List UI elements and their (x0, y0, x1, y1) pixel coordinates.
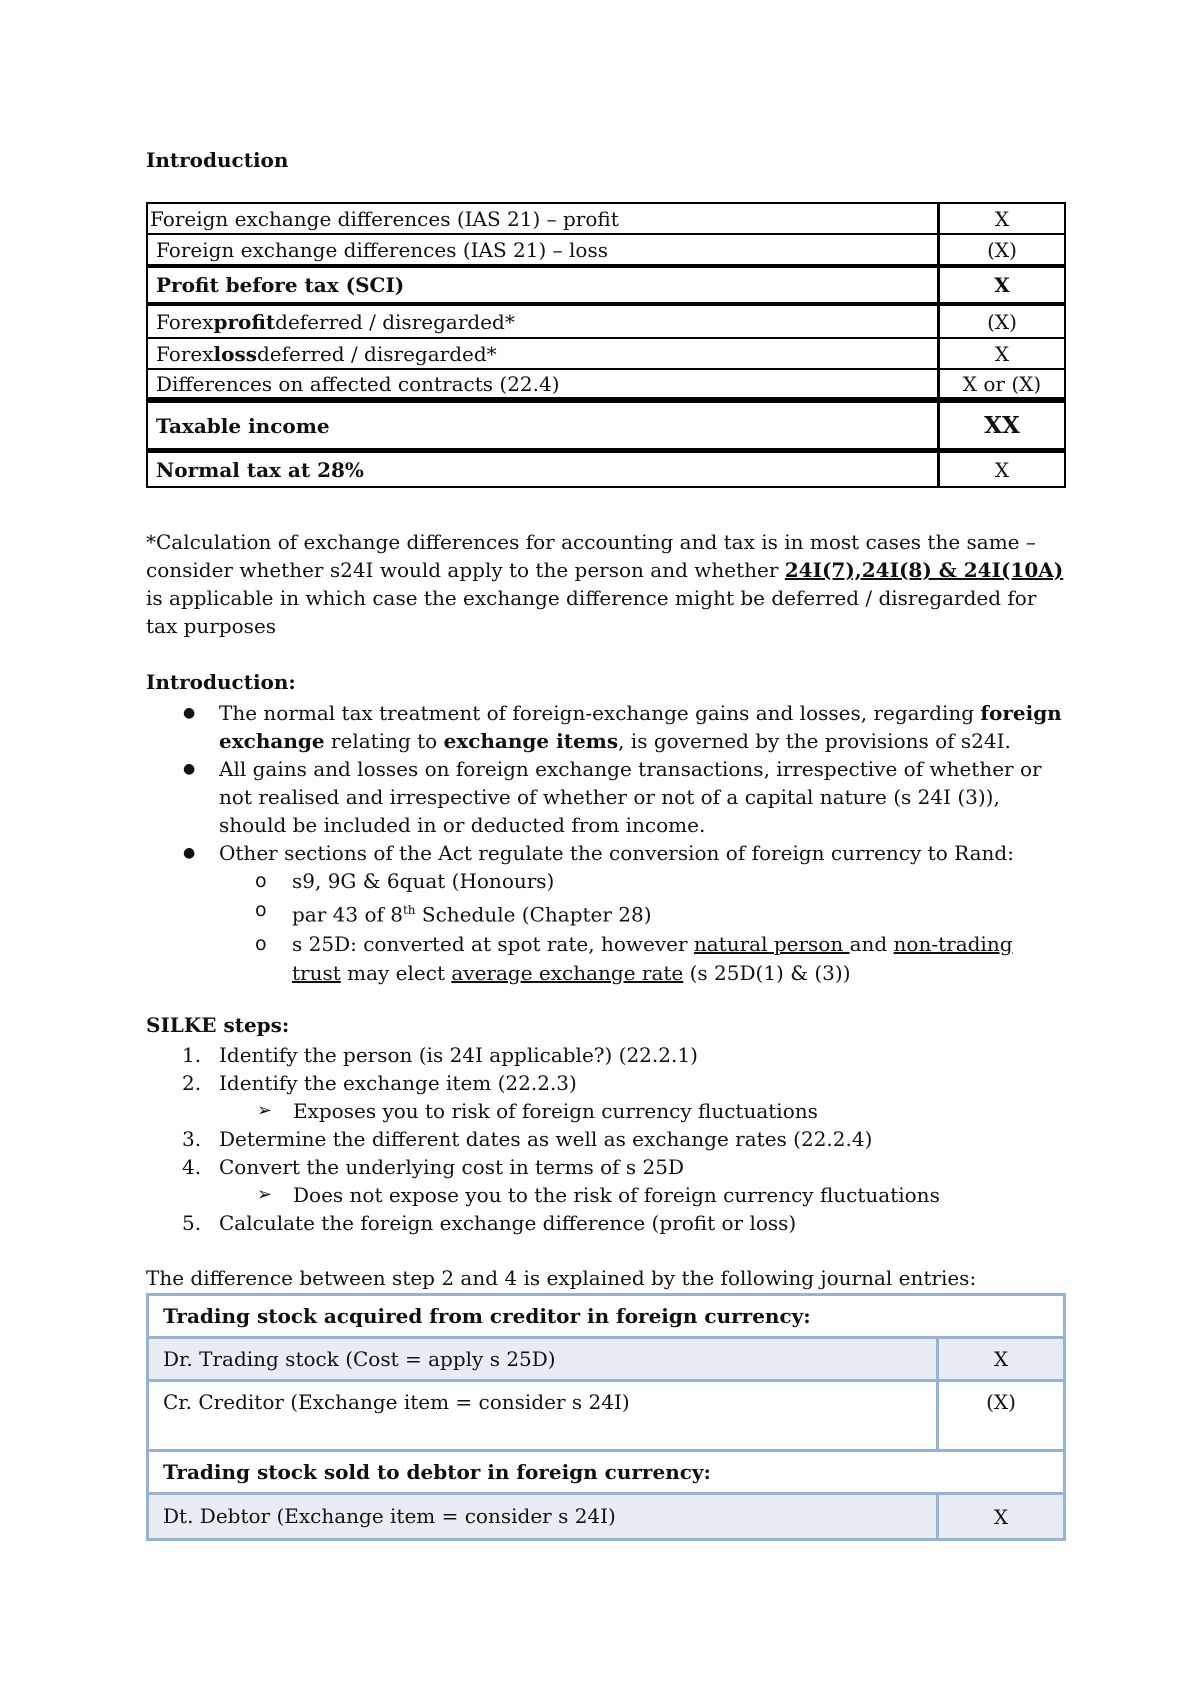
row-label: Differences on affected contracts (22.4) (148, 370, 940, 397)
journal-intro: The difference between step 2 and 4 is explained by the following journal entries: (146, 1266, 977, 1290)
list-item: 5. Calculate the foreign exchange difference (profit or loss) (182, 1211, 797, 1235)
sub-list-item: o s 25D: converted at spot rate, however natural person and non-trading trust may elect average exchange rate (s 25D(1) & (3)) (219, 930, 1066, 988)
introduction-bullets (146, 699, 1066, 988)
section-heading: Trading stock acquired from creditor in foreign currency: (163, 1304, 811, 1328)
row-label: Normal tax at 28% (148, 453, 940, 486)
table-row (148, 268, 1064, 306)
table-row (149, 1495, 1063, 1538)
row-value: (X) (986, 1390, 1016, 1414)
row-value: X or (X) (962, 371, 1042, 396)
table-row (149, 1339, 1063, 1382)
row-label: Foreign exchange differences (IAS 21) – profit (148, 204, 940, 233)
heading-introduction-2: Introduction: (146, 670, 296, 694)
row-label: Profit before tax (SCI) (148, 268, 940, 302)
heading-silke-steps: SILKE steps: (146, 1013, 290, 1037)
tax-computation-table (146, 202, 1066, 488)
row-value: X (994, 341, 1010, 366)
table-header-row (149, 1452, 1063, 1495)
heading-introduction: Introduction (146, 148, 289, 172)
row-value: (X) (987, 237, 1017, 262)
sub-list-item: o s9, 9G & 6quat (Honours) (219, 867, 1066, 896)
row-value: X (994, 206, 1010, 231)
calculation-note: *Calculation of exchange differences for accounting and tax is in most cases the same – consider whether s24I would apply to the person and whether 24I(7),24I(8) & 24I(10A) is applicable in which case the exchange difference might be deferred / disregarded for tax purposes (146, 530, 1064, 638)
row-label: Dr. Trading stock (Cost = apply s 25D) (149, 1338, 939, 1381)
row-label: Foreign exchange differences (IAS 21) – loss (148, 235, 940, 264)
list-item: 1. Identify the person (is 24I applicable?) (22.2.1) (182, 1043, 698, 1067)
arrow-bullet-icon: ➢ (257, 1100, 273, 1121)
row-value: X (993, 1347, 1009, 1371)
row-value: XX (984, 412, 1020, 439)
table-row (148, 204, 1064, 235)
list-item: ● The normal tax treatment of foreign-exchange gains and losses, regarding foreign exchange relating to exchange items, is governed by the provisions of s24I. (146, 699, 1066, 755)
table-header-row (149, 1296, 1063, 1339)
table-row (148, 453, 1064, 486)
arrow-bullet-icon: ➢ (257, 1184, 273, 1205)
row-label: Forex loss deferred / disregarded* (148, 339, 940, 368)
row-value: X (994, 273, 1010, 297)
table-row (148, 306, 1064, 339)
table-row (148, 403, 1064, 453)
row-label: Taxable income (148, 403, 940, 448)
list-item: ● All gains and losses on foreign exchange transactions, irrespective of whether or not realised and irrespective of whether or not of a capital nature (s 24I (3)), should be included in or deducted from income. (146, 755, 1066, 839)
row-label: Cr. Creditor (Exchange item = consider s 24I) (149, 1382, 939, 1452)
table-row (148, 235, 1064, 268)
table-row (148, 339, 1064, 370)
row-value: X (993, 1504, 1009, 1529)
table-row (148, 370, 1064, 403)
table-row (149, 1382, 1063, 1452)
section-heading: Trading stock sold to debtor in foreign currency: (163, 1460, 711, 1484)
row-value: (X) (987, 309, 1017, 334)
sub-list-item: o par 43 of 8th Schedule (Chapter 28) (219, 896, 1066, 930)
list-item: ● Other sections of the Act regulate the conversion of foreign currency to Rand: o s9, 9G & 6quat (Honours) o par 43 of 8th Schedule (Chapter 28) o s 25D: converted at spot rate, however natural person and non-trading trust may elect average exchange rate (s 25D(1) & (3)) (146, 839, 1066, 988)
row-label: Dt. Debtor (Exchange item = consider s 24I) (149, 1495, 939, 1538)
list-item: 3. Determine the different dates as well as exchange rates (22.2.4) (182, 1127, 873, 1151)
arrow-sub-item: ➢ Does not expose you to the risk of foreign currency fluctuations (257, 1183, 940, 1207)
journal-entries-table (146, 1293, 1066, 1541)
list-item: 2. Identify the exchange item (22.2.3) (182, 1071, 577, 1095)
arrow-sub-item: ➢ Exposes you to risk of foreign currency fluctuations (257, 1099, 818, 1123)
list-item: 4. Convert the underlying cost in terms of s 25D (182, 1155, 684, 1179)
row-value: X (994, 457, 1010, 482)
silke-steps-list (146, 1041, 1066, 1237)
sub-list (219, 867, 1066, 988)
row-label: Forex profit deferred / disregarded* (148, 306, 940, 337)
